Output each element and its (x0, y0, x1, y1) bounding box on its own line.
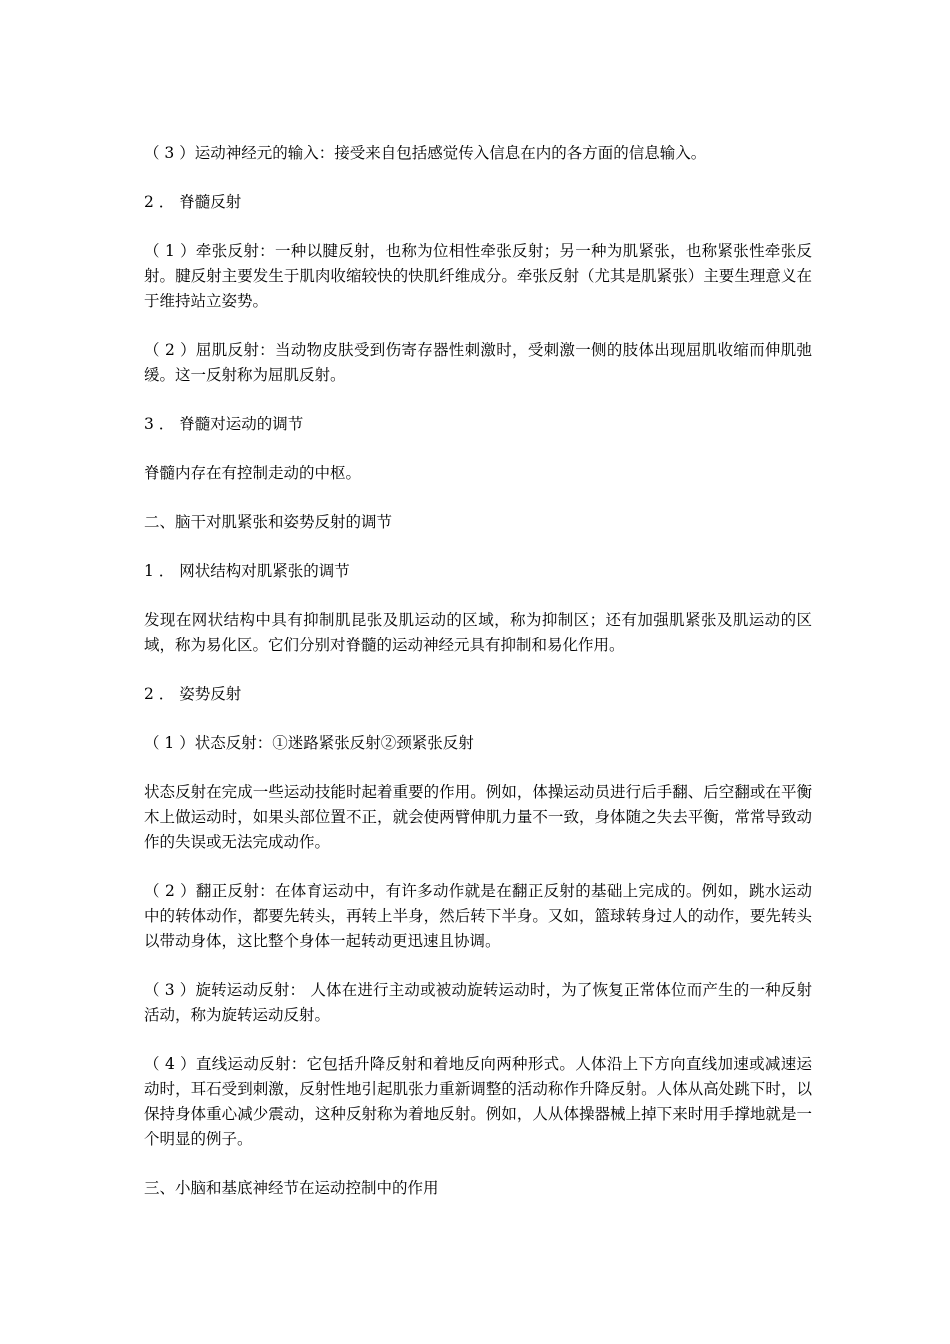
document-page (144, 141, 812, 1225)
paragraph-motor-neuron-input: （ 3 ）运动神经元的输入：接受来自包括感觉传入信息在内的各方面的信息输入。 (144, 144, 707, 162)
paragraph-reticular-areas: 发现在网状结构中具有抑制肌昆张及肌运动的区域，称为抑制区；还有加强肌紧张及肌运动的区域，称为易化区。它们分别对脊髓的运动神经元具有抑制和易化作用。 (144, 611, 812, 654)
section-heading-brainstem: 二、脑干对肌紧张和姿势反射的调节 (144, 513, 393, 531)
paragraph-flexor-reflex: （ 2 ）屈肌反射：当动物皮肤受到伤寄存器性刺激时，受刺激一侧的肢体出现屈肌收缩而伸肌弛缓。这一反射称为屈肌反射。 (144, 341, 812, 384)
heading-postural-reflex: 2 ． 姿势反射 (144, 685, 242, 703)
heading-spinal-motor-regulation: 3 ． 脊髓对运动的调节 (144, 415, 304, 433)
paragraph-linear-motion-reflex: （ 4 ）直线运动反射：它包括升降反射和着地反向两种形式。人体沿上下方向直线加速或减速运动时，耳石受到刺激，反射性地引起肌张力重新调整的活动称作升降反射。人体从高处跳下时，以保持身体重心减少震动，这种反射称为着地反射。例如，人从体操器械上掉下来时用手撑地就是一个明显的例子。 (144, 1055, 812, 1148)
paragraph-rotation-reflex: （ 3 ）旋转运动反射： 人体在进行主动或被动旋转运动时，为了恢复正常体位而产生的一种反射活动，称为旋转运动反射。 (144, 981, 812, 1024)
paragraph-righting-reflex: （ 2 ）翻正反射：在体育运动中，有许多动作就是在翻正反射的基础上完成的。例如，跳水运动中的转体动作，都要先转头，再转上半身，然后转下半身。又如，篮球转身过人的动作，要先转头以带动身体，这比整个身体一起转动更迅速且协调。 (144, 882, 812, 950)
paragraph-stretch-reflex: （ 1 ）牵张反射：一种以腱反射，也称为位相性牵张反射；另一种为肌紧张，也称紧张性牵张反射。腱反射主要发生于肌肉收缩较快的快肌纤维成分。牵张反射（尤其是肌紧张）主要生理意义在于维持站立姿势。 (144, 242, 812, 310)
section-heading-cerebellum: 三、小脑和基底神经节在运动控制中的作用 (144, 1179, 439, 1197)
paragraph-locomotion-center: 脊髓内存在有控制走动的中枢。 (144, 464, 362, 482)
paragraph-state-reflex: （ 1 ）状态反射：①迷路紧张反射②颈紧张反射 (144, 734, 474, 752)
heading-reticular-formation: 1 ． 网状结构对肌紧张的调节 (144, 562, 350, 580)
paragraph-state-reflex-role: 状态反射在完成一些运动技能时起着重要的作用。例如，体操运动员进行后手翻、后空翻或在平衡木上做运动时，如果头部位置不正，就会使两臂伸肌力量不一致，身体随之失去平衡，常常导致动作的失误或无法完成动作。 (144, 783, 812, 851)
heading-spinal-reflex: 2 ． 脊髓反射 (144, 193, 242, 211)
